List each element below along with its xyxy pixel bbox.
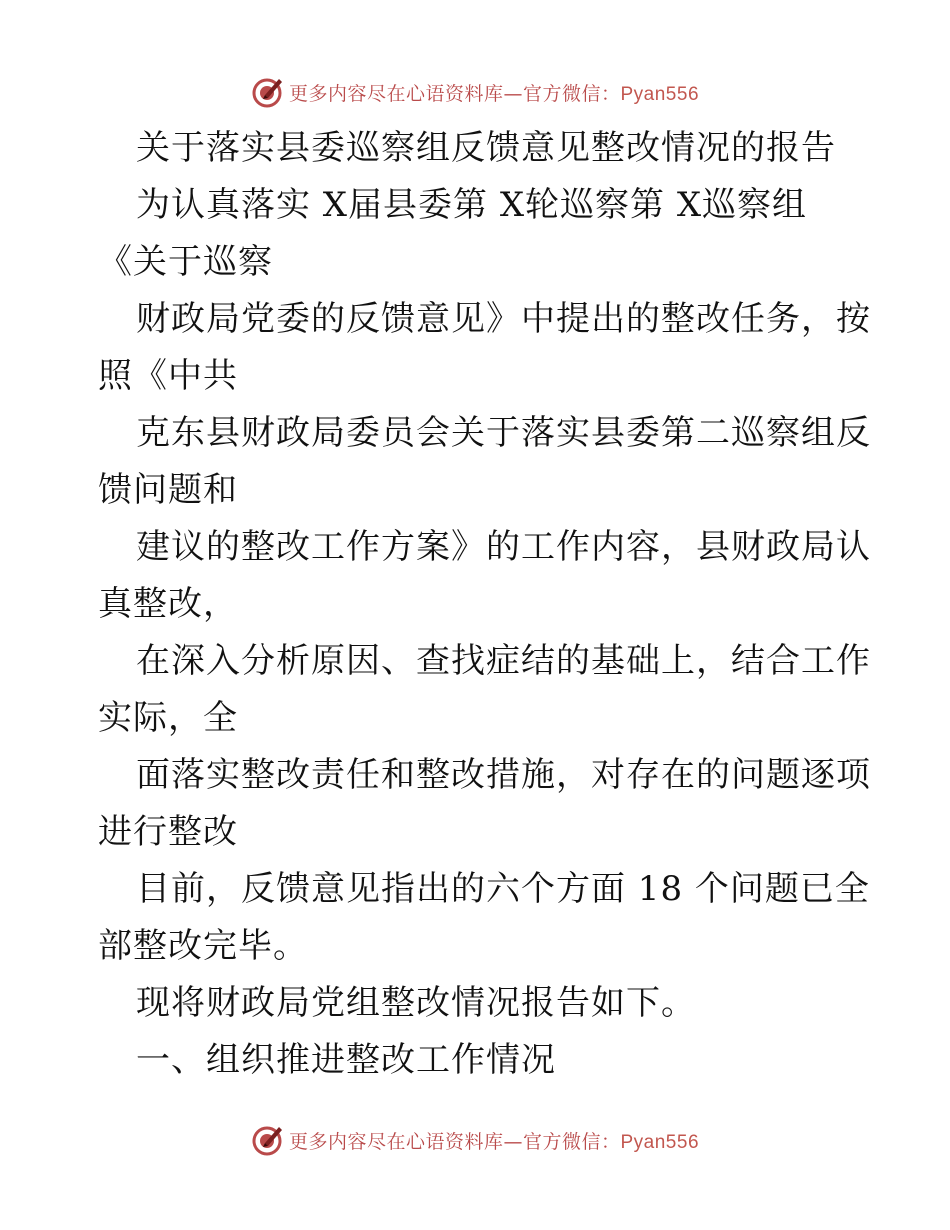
header-watermark bbox=[0, 72, 950, 112]
document-body bbox=[98, 120, 871, 1089]
pen-logo-icon bbox=[251, 1123, 285, 1157]
paragraph-line: 实际，全 bbox=[98, 698, 238, 738]
paragraph-line: 照《中共 bbox=[98, 356, 238, 396]
footer-watermark bbox=[0, 1120, 950, 1160]
section-heading: 一、组织推进整改工作情况 bbox=[136, 1040, 556, 1080]
paragraph-line: 《关于巡察 bbox=[98, 242, 273, 282]
paragraph-line: 现将财政局党组整改情况报告如下。 bbox=[136, 983, 696, 1023]
paragraph-line: 财政局党委的反馈意见》中提出的整改任务，按 bbox=[136, 299, 871, 339]
paragraph-line: 部整改完毕。 bbox=[98, 926, 308, 966]
watermark-text bbox=[289, 79, 699, 106]
paragraph-line: 面落实整改责任和整改措施，对存在的问题逐项 bbox=[136, 755, 871, 795]
paragraph-line: 目前，反馈意见指出的六个方面 18 个问题已全 bbox=[136, 869, 870, 909]
watermark-official: 官方微信： bbox=[522, 82, 621, 105]
pen-logo-icon bbox=[251, 75, 285, 109]
paragraph-line: 馈问题和 bbox=[98, 470, 238, 510]
watermark-text bbox=[289, 1127, 699, 1154]
watermark-brand: 更多内容尽在心语资料库 bbox=[288, 82, 504, 105]
watermark-brand: 更多内容尽在心语资料库 bbox=[288, 1130, 504, 1153]
watermark-account: Pyan556 bbox=[620, 1131, 700, 1153]
document-title: 关于落实县委巡察组反馈意见整改情况的报告 bbox=[136, 128, 836, 168]
watermark-separator: — bbox=[503, 82, 523, 105]
watermark-separator: — bbox=[503, 1130, 523, 1153]
paragraph-line: 真整改， bbox=[98, 584, 238, 624]
paragraph-line: 为认真落实 X届县委第 X轮巡察第 X巡察组 bbox=[136, 185, 808, 225]
paragraph-line: 进行整改 bbox=[98, 812, 238, 852]
paragraph-line: 克东县财政局委员会关于落实县委第二巡察组反 bbox=[136, 413, 871, 453]
watermark-official: 官方微信： bbox=[522, 1130, 621, 1153]
watermark-account: Pyan556 bbox=[620, 83, 700, 105]
paragraph-line: 建议的整改工作方案》的工作内容，县财政局认 bbox=[136, 527, 871, 567]
paragraph-line: 在深入分析原因、查找症结的基础上，结合工作 bbox=[136, 641, 871, 681]
